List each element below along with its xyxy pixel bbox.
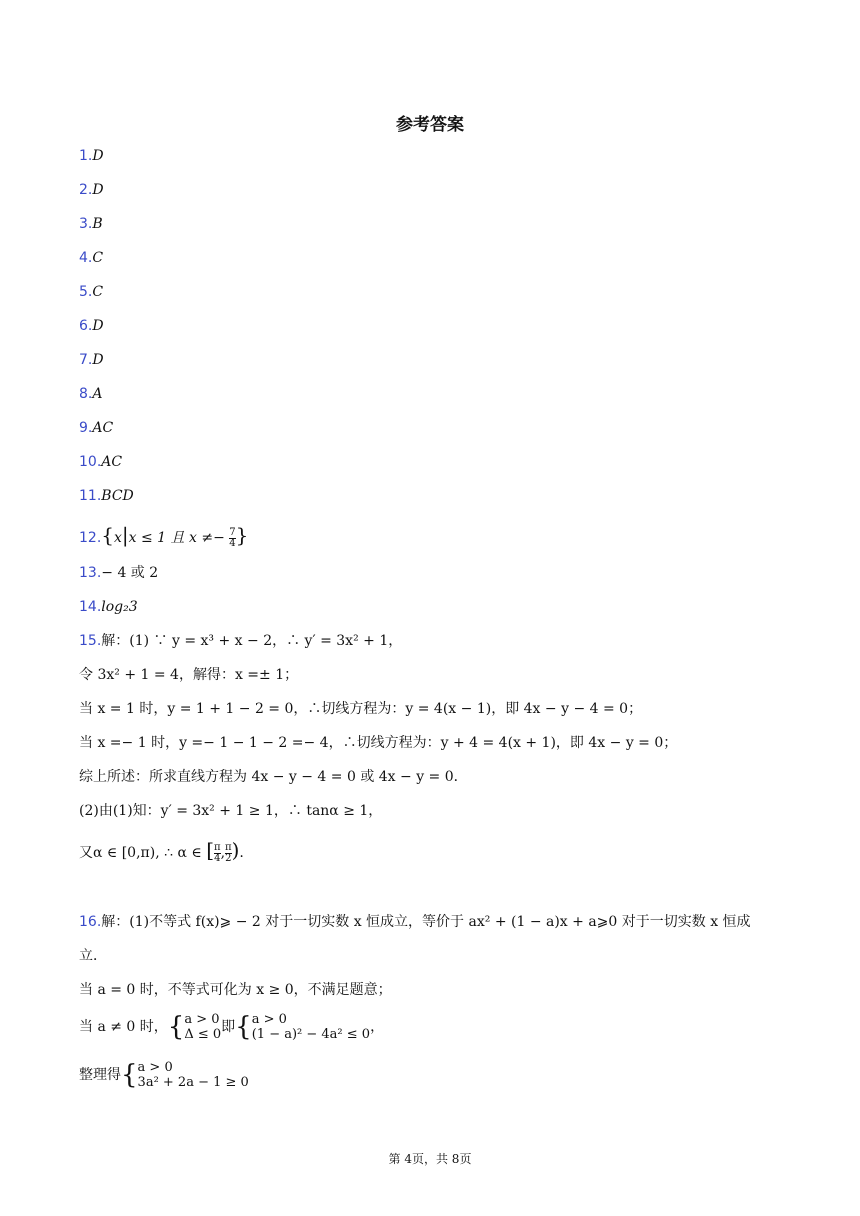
answer-number: 2. bbox=[79, 182, 93, 198]
answer-line bbox=[79, 248, 103, 268]
answer-number: 16. bbox=[79, 914, 102, 930]
answer-line bbox=[79, 146, 104, 166]
solution-line: 整理得{ a > 0 3a² + 2a − 1 ≥ 0 bbox=[79, 1060, 249, 1090]
answer-value: − 4 或 2 bbox=[101, 565, 159, 581]
answer-number: 10. bbox=[79, 454, 102, 470]
answer-line bbox=[79, 180, 104, 200]
solution-line: 当 x = 1 时，y = 1 + 1 − 2 = 0，∴切线方程为：y = 4(x − 1)，即 4x − y − 4 = 0； bbox=[79, 701, 643, 717]
solution-text: 解：(1) ∵ y = x³ + x − 2，∴ y′ = 3x² + 1， bbox=[101, 633, 403, 649]
answer-line bbox=[79, 486, 134, 506]
solution-line: 立． bbox=[79, 948, 107, 964]
solution-line: 令 3x² + 1 = 4，解得：x =± 1； bbox=[79, 667, 299, 683]
answer-line: 12.{x|x ≤ 1 且 x ≠− $\frac{7}{4}$ } bbox=[79, 523, 249, 549]
answer-value: D bbox=[92, 148, 104, 164]
answer-number: 4. bbox=[79, 250, 93, 266]
equation-system: a > 0 (1 − a)² − 4a² ≤ 0 bbox=[251, 1012, 371, 1042]
answer-number: 6. bbox=[79, 318, 93, 334]
answer-number: 3. bbox=[79, 216, 93, 232]
answer-line bbox=[79, 452, 122, 472]
answer-line bbox=[79, 384, 102, 404]
set-condition: x ≤ 1 且 x ≠− bbox=[128, 530, 230, 546]
answer-number: 12. bbox=[79, 530, 102, 546]
answer-number: 11. bbox=[79, 488, 102, 504]
answer-value: D bbox=[92, 318, 104, 334]
answer-number: 7. bbox=[79, 352, 93, 368]
solution-text: 整理得 bbox=[79, 1067, 121, 1083]
page-footer: 第 4页，共 8页 bbox=[388, 1152, 472, 1166]
page-title: 参考答案 bbox=[396, 115, 464, 135]
answer-value: C bbox=[92, 284, 104, 300]
answer-line bbox=[79, 418, 113, 438]
answer-value: AC bbox=[92, 420, 114, 436]
answer-value: C bbox=[92, 250, 104, 266]
answer-value: log₂3 bbox=[101, 599, 138, 615]
answer-value: A bbox=[92, 386, 103, 402]
solution-line bbox=[79, 912, 751, 932]
solution-line: 当 a = 0 时，不等式可化为 x ≥ 0，不满足题意； bbox=[79, 982, 392, 998]
answer-line bbox=[79, 597, 138, 617]
answer-line bbox=[79, 316, 104, 336]
solution-text: 解：(1)不等式 f(x)⩾ − 2 对于一切实数 x 恒成立，等价于 ax² + (1 − a)x + a⩾0 对于一切实数 x 恒成 bbox=[101, 914, 751, 930]
answer-number: 13. bbox=[79, 565, 102, 581]
answer-number: 9. bbox=[79, 420, 93, 436]
solution-line: (2)由(1)知：y′ = 3x² + 1 ≥ 1，∴ tanα ≥ 1， bbox=[79, 803, 383, 819]
answer-number: 5. bbox=[79, 284, 93, 300]
answer-number: 15. bbox=[79, 633, 102, 649]
answer-line bbox=[79, 563, 158, 583]
fraction: $\frac{\pi}{4}$ bbox=[214, 841, 221, 864]
answer-value: AC bbox=[101, 454, 123, 470]
answer-value: D bbox=[92, 352, 104, 368]
answer-number: 14. bbox=[79, 599, 102, 615]
solution-line: 当 a ≠ 0 时，{ a > 0 Δ ≤ 0 即{ a > 0 (1 − a)² − 4a² ≤ 0 ， bbox=[79, 1012, 385, 1042]
equation-system: a > 0 3a² + 2a − 1 ≥ 0 bbox=[137, 1060, 249, 1090]
solution-text: 又α ∈ [0,π), ∴ α ∈ bbox=[79, 845, 207, 861]
answer-value: B bbox=[92, 216, 103, 232]
answer-line bbox=[79, 350, 104, 370]
answer-value: D bbox=[92, 182, 104, 198]
answer-number: 8. bbox=[79, 386, 93, 402]
answer-number: 1. bbox=[79, 148, 93, 164]
solution-line bbox=[79, 631, 402, 651]
equation-system: a > 0 Δ ≤ 0 bbox=[184, 1012, 222, 1042]
set-variable: x bbox=[114, 530, 122, 546]
solution-line: 当 x =− 1 时，y =− 1 − 1 − 2 =− 4，∴切线方程为：y + 4 = 4(x + 1)，即 4x − y = 0； bbox=[79, 735, 678, 751]
fraction: $\frac{7}{4}$ bbox=[229, 526, 236, 549]
fraction: $\frac{\pi}{2}$ bbox=[225, 841, 232, 864]
solution-line: 综上所述：所求直线方程为 4x − y − 4 = 0 或 4x − y = 0． bbox=[79, 769, 468, 785]
solution-text: 当 a ≠ 0 时， bbox=[79, 1019, 168, 1035]
answer-line bbox=[79, 282, 103, 302]
solution-line: 又α ∈ [0,π), ∴ α ∈ [ $\frac{\pi}{4}$ , $\frac{\pi}{2}$ ). bbox=[79, 838, 244, 864]
answer-value: BCD bbox=[101, 488, 134, 504]
answer-line bbox=[79, 214, 103, 234]
